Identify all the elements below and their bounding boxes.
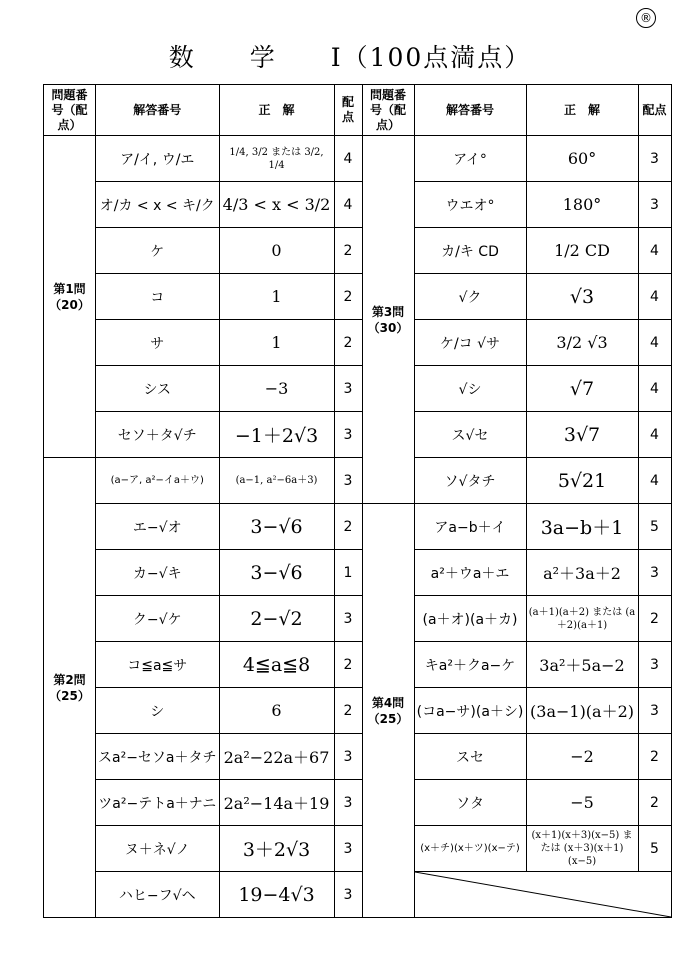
answer-number-cell: スセ (414, 734, 526, 780)
answer-number-cell: ヌ＋ネ√ノ (96, 826, 220, 872)
answer-number-cell: セソ＋タ√チ (96, 412, 220, 458)
answer-number-cell: (a−ア, a²−イa＋ウ) (96, 458, 220, 504)
answer-number-cell: サ (96, 320, 220, 366)
answer-number-cell: ケ (96, 228, 220, 274)
correct-answer-cell: 3−√6 (219, 504, 334, 550)
table-row (44, 274, 672, 320)
answer-number-cell: オ/カ < x < キ/ク (96, 182, 220, 228)
points-cell: 4 (638, 366, 671, 412)
answer-number-cell: キa²＋クa−ケ (414, 642, 526, 688)
correct-answer-cell: −3 (219, 366, 334, 412)
header-correct-answer: 正 解 (219, 85, 334, 136)
answer-number-cell: ツa²−テトa＋ナニ (96, 780, 220, 826)
points-cell: 2 (334, 228, 362, 274)
points-cell: 3 (334, 780, 362, 826)
answer-number-cell: ケ/コ √サ (414, 320, 526, 366)
table-row (44, 826, 672, 872)
group-label-q2: 第2問（25） (44, 458, 96, 918)
answer-number-cell: ス√セ (414, 412, 526, 458)
correct-answer-cell: 0 (219, 228, 334, 274)
correct-answer-cell: a²＋3a＋2 (526, 550, 638, 596)
table-row (44, 320, 672, 366)
points-cell: 2 (334, 504, 362, 550)
points-cell: 4 (638, 228, 671, 274)
answer-number-cell: エ−√オ (96, 504, 220, 550)
points-cell: 4 (334, 136, 362, 182)
points-cell: 2 (638, 734, 671, 780)
answer-number-cell: √シ (414, 366, 526, 412)
answer-number-cell: ソ√タチ (414, 458, 526, 504)
points-cell: 1 (334, 550, 362, 596)
correct-answer-cell: 3−√6 (219, 550, 334, 596)
correct-answer-cell: 4≦a≦8 (219, 642, 334, 688)
correct-answer-cell: 3√7 (526, 412, 638, 458)
correct-answer-cell: 3＋2√3 (219, 826, 334, 872)
points-cell: 3 (334, 366, 362, 412)
points-cell: 5 (638, 504, 671, 550)
correct-answer-cell: 1 (219, 320, 334, 366)
table-row (44, 228, 672, 274)
answer-number-cell: カ−√キ (96, 550, 220, 596)
correct-answer-cell: 1 (219, 274, 334, 320)
answer-number-cell: ハヒ−フ√ヘ (96, 872, 220, 918)
answer-number-cell: コ (96, 274, 220, 320)
points-cell: 3 (334, 458, 362, 504)
points-cell: 3 (334, 734, 362, 780)
answer-number-cell: ク−√ケ (96, 596, 220, 642)
header-answer-number: 解答番号 (414, 85, 526, 136)
correct-answer-cell: √3 (526, 274, 638, 320)
points-cell: 3 (638, 136, 671, 182)
header-points: 配点 (638, 85, 671, 136)
answer-number-cell: シ (96, 688, 220, 734)
answer-number-cell: (コa−サ)(a＋シ) (414, 688, 526, 734)
points-cell: 3 (334, 826, 362, 872)
header-points: 配点 (334, 85, 362, 136)
correct-answer-cell: −1＋2√3 (219, 412, 334, 458)
table-row (44, 182, 672, 228)
points-cell: 4 (638, 458, 671, 504)
correct-answer-cell: 3a−b＋1 (526, 504, 638, 550)
points-cell: 4 (638, 274, 671, 320)
header-problem-number: 問題番号（配点） (362, 85, 414, 136)
points-cell: 4 (638, 412, 671, 458)
header-correct-answer: 正 解 (526, 85, 638, 136)
table-row (44, 596, 672, 642)
table-row (44, 872, 672, 918)
correct-answer-cell: (a＋1)(a＋2) または (a＋2)(a＋1) (526, 596, 638, 642)
page-title: 数 学 Ⅰ（100点満点） (168, 43, 532, 72)
correct-answer-cell: √7 (526, 366, 638, 412)
correct-answer-cell: 3/2 √3 (526, 320, 638, 366)
correct-answer-cell: 60° (526, 136, 638, 182)
correct-answer-cell: 2a²−14a＋19 (219, 780, 334, 826)
correct-answer-cell: (a−1, a²−6a＋3) (219, 458, 334, 504)
correct-answer-cell: 2a²−22a＋67 (219, 734, 334, 780)
group-label-q1: 第1問（20） (44, 136, 96, 458)
table-row (44, 504, 672, 550)
answer-number-cell: アイ° (414, 136, 526, 182)
header-problem-number: 問題番号（配点） (44, 85, 96, 136)
table-row (44, 366, 672, 412)
points-cell: 2 (638, 780, 671, 826)
correct-answer-cell: 3a²＋5a−2 (526, 642, 638, 688)
group-label-q4: 第4問（25） (362, 504, 414, 918)
answer-number-cell: a²＋ウa＋エ (414, 550, 526, 596)
answer-number-cell: シス (96, 366, 220, 412)
points-cell: 3 (638, 688, 671, 734)
points-cell: 2 (334, 320, 362, 366)
answer-number-cell: ソタ (414, 780, 526, 826)
header-answer-number: 解答番号 (96, 85, 220, 136)
correct-answer-cell: (3a−1)(a＋2) (526, 688, 638, 734)
points-cell: 5 (638, 826, 671, 872)
table-row (44, 136, 672, 182)
points-cell: 2 (334, 274, 362, 320)
table-row (44, 550, 672, 596)
answer-number-cell: コ≦a≦サ (96, 642, 220, 688)
points-cell: 4 (334, 182, 362, 228)
answer-number-cell: スa²−セソa＋タチ (96, 734, 220, 780)
correct-answer-cell: 4/3 < x < 3/2 (219, 182, 334, 228)
correct-answer-cell: −2 (526, 734, 638, 780)
answer-number-cell: (x＋チ)(x＋ツ)(x−テ) (414, 826, 526, 872)
correct-answer-cell: (x＋1)(x＋3)(x−5) または (x＋3)(x＋1)(x−5) (526, 826, 638, 872)
empty-diagonal-cell (414, 872, 671, 918)
points-cell: 3 (334, 872, 362, 918)
answer-number-cell: √ク (414, 274, 526, 320)
points-cell: 3 (638, 550, 671, 596)
answer-number-cell: ウエオ° (414, 182, 526, 228)
correct-answer-cell: 2−√2 (219, 596, 334, 642)
points-cell: 3 (334, 596, 362, 642)
correct-answer-cell: 180° (526, 182, 638, 228)
diagonal-line (415, 872, 671, 917)
correct-answer-cell: 6 (219, 688, 334, 734)
table-row (44, 780, 672, 826)
points-cell: 3 (334, 412, 362, 458)
answer-number-cell: アa−b＋イ (414, 504, 526, 550)
table-row (44, 734, 672, 780)
correct-answer-cell: 1/4, 3/2 または 3/2, 1/4 (219, 136, 334, 182)
answer-table (43, 84, 672, 918)
registered-mark: ® (636, 8, 656, 28)
header-row (44, 85, 672, 136)
correct-answer-cell: 5√21 (526, 458, 638, 504)
points-cell: 2 (638, 596, 671, 642)
points-cell: 4 (638, 320, 671, 366)
answer-number-cell: (a＋オ)(a＋カ) (414, 596, 526, 642)
points-cell: 3 (638, 182, 671, 228)
correct-answer-cell: 1/2 CD (526, 228, 638, 274)
table-row (44, 688, 672, 734)
table-row (44, 412, 672, 458)
points-cell: 3 (638, 642, 671, 688)
answer-number-cell: ア/イ, ウ/エ (96, 136, 220, 182)
group-label-q3: 第3問（30） (362, 136, 414, 504)
table-row (44, 642, 672, 688)
table-row (44, 458, 672, 504)
points-cell: 2 (334, 688, 362, 734)
points-cell: 2 (334, 642, 362, 688)
correct-answer-cell: 19−4√3 (219, 872, 334, 918)
correct-answer-cell: −5 (526, 780, 638, 826)
answer-number-cell: カ/キ CD (414, 228, 526, 274)
